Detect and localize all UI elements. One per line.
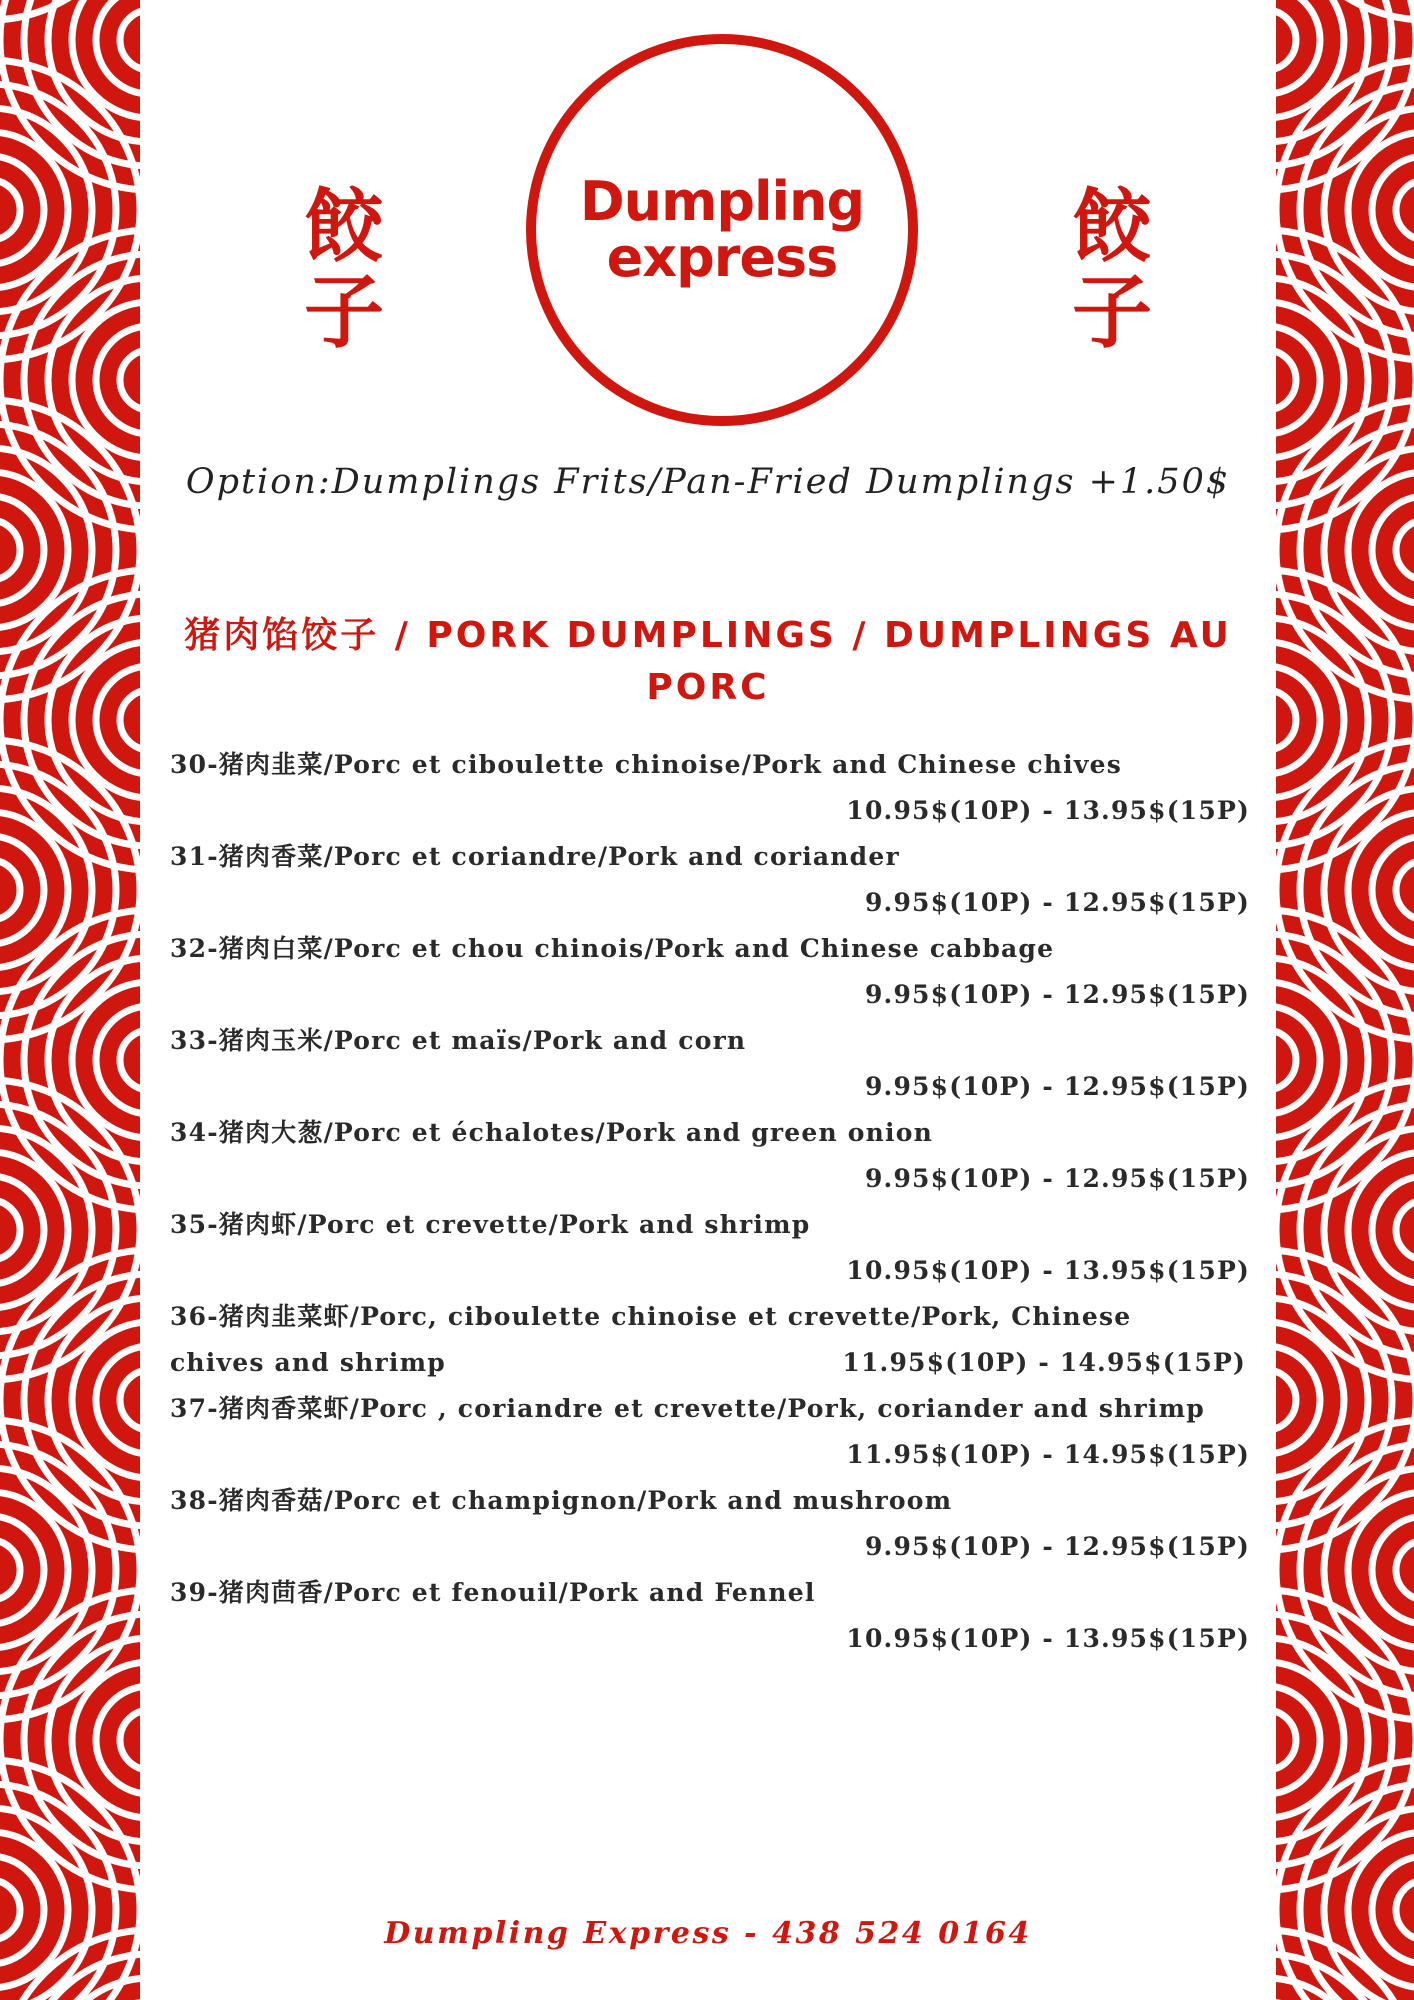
item-name: 33-猪肉玉米/Porc et maïs/Pork and corn (170, 1026, 747, 1055)
footer-contact: Dumpling Express - 438 524 0164 (384, 1916, 1032, 1951)
item-name: 39-猪肉茴香/Porc et fenouil/Pork and Fennel (170, 1578, 816, 1607)
item-price: 9.95$(10P) - 12.95$(15P) (864, 1164, 1250, 1193)
item-price: 9.95$(10P) - 12.95$(15P) (864, 1532, 1250, 1561)
jiaozi-char: 子 (304, 266, 384, 359)
item-name: 36-猪肉韭菜虾/Porc, ciboulette chinoise et crevette/Pork, Chinese (170, 1302, 1132, 1331)
menu-item (170, 834, 1250, 926)
item-name-continued: chives and shrimp (170, 1348, 446, 1377)
item-price: 11.95$(10P) - 14.95$(15P) (846, 1440, 1250, 1469)
wave-pattern-right (1276, 0, 1414, 2000)
jiaozi-char: 餃 (304, 180, 384, 273)
item-price: 11.95$(10P) - 14.95$(15P) (842, 1348, 1246, 1377)
item-name: 30-猪肉韭菜/Porc et ciboulette chinoise/Pork and Chinese chives (170, 750, 1122, 779)
jiaozi-mark-left (294, 180, 394, 359)
menu-item (170, 1018, 1250, 1110)
item-name: 31-猪肉香菜/Porc et coriandre/Pork and coriander (170, 842, 900, 871)
wave-pattern-left (0, 0, 140, 2000)
menu-list (170, 742, 1250, 1662)
section-title: 猪肉馅饺子 / PORK DUMPLINGS / DUMPLINGS AU PORC (184, 615, 1232, 708)
menu-item (170, 1294, 1250, 1386)
logo-line-2: express (606, 226, 838, 289)
item-price: 10.95$(10P) - 13.95$(15P) (846, 1256, 1250, 1285)
wave-pattern-svg (1276, 0, 1414, 2000)
item-name: 37-猪肉香菜虾/Porc , coriandre et crevette/Pork, coriander and shrimp (170, 1394, 1205, 1423)
jiaozi-char: 子 (1072, 266, 1152, 359)
wave-pattern-svg (0, 0, 140, 2000)
jiaozi-mark-right (1062, 180, 1162, 359)
menu-item (170, 1202, 1250, 1294)
item-name: 35-猪肉虾/Porc et crevette/Pork and shrimp (170, 1210, 811, 1239)
menu-item (170, 1570, 1250, 1662)
item-name: 32-猪肉白菜/Porc et chou chinois/Pork and Chinese cabbage (170, 934, 1055, 963)
menu-item (170, 742, 1250, 834)
item-price: 9.95$(10P) - 12.95$(15P) (864, 980, 1250, 1009)
item-name-price-row (170, 1340, 1250, 1386)
item-price: 10.95$(10P) - 13.95$(15P) (846, 796, 1250, 825)
logo (526, 34, 918, 426)
option-note: Option:Dumplings Frits/Pan-Fried Dumplings +1.50$ (185, 462, 1231, 502)
menu-item (170, 926, 1250, 1018)
item-name: 34-猪肉大葱/Porc et échalotes/Pork and green onion (170, 1118, 933, 1147)
menu-item (170, 1386, 1250, 1478)
jiaozi-char: 餃 (1072, 180, 1152, 273)
logo-line-1: Dumpling (579, 170, 865, 233)
item-name: 38-猪肉香菇/Porc et champignon/Pork and mushroom (170, 1486, 953, 1515)
menu-item (170, 1110, 1250, 1202)
menu-item (170, 1478, 1250, 1570)
item-price: 10.95$(10P) - 13.95$(15P) (846, 1624, 1250, 1653)
item-price: 9.95$(10P) - 12.95$(15P) (864, 1072, 1250, 1101)
item-price: 9.95$(10P) - 12.95$(15P) (864, 888, 1250, 917)
